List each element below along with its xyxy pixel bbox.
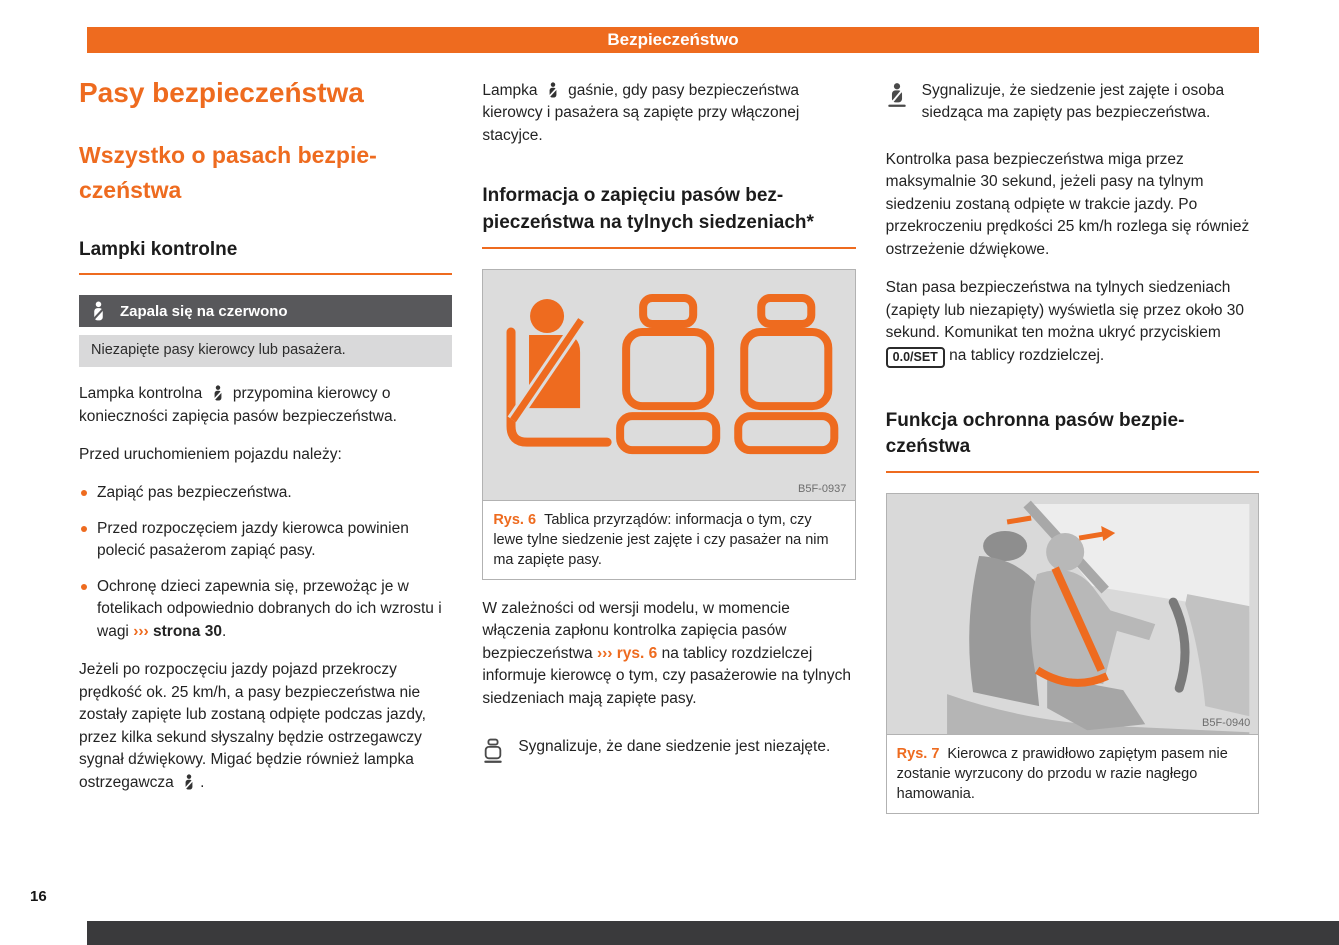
warning-banner-light <box>79 335 452 367</box>
figure-6 <box>482 269 855 580</box>
page-title: Pasy bezpieczeństwa <box>79 77 364 108</box>
list-item: Przed rozpoczęciem jazdy kierowca powinien polecić pasażerom zapiąć pasy. <box>79 518 452 563</box>
figure-6-image <box>483 270 854 501</box>
figure-7 <box>886 493 1259 814</box>
cross-ref-figure-6: rys. 6 <box>616 644 658 662</box>
figure-7-code: B5F-0940 <box>1201 717 1250 730</box>
paragraph-rear-belt-blinking: Kontrolka pasa bezpieczeństwa miga przez maksymalnie 30 sekund, jeżeli pasy na tylnym siedzeniu zostaną odpięte w trakcie jazdy. Po przekroczeniu prędkości 25 km/h rozlega się również ostrzeżenie dźwiękowe. <box>885 150 1250 258</box>
seatbelt-warning-icon <box>183 774 195 790</box>
legend-item-seat-occupied <box>886 80 1259 125</box>
section-header-rear-belt-info: Informacja o zapięciu pasów bezpieczeństwa na tylnych siedzeniach* <box>482 183 855 248</box>
seat-occupied-belted-icon <box>886 82 908 108</box>
warning-banner-dark-text: Zapala się na czerwono <box>120 302 288 320</box>
column-middle <box>482 60 855 832</box>
seatbelt-warning-icon <box>547 82 559 98</box>
legend-item-seat-unoccupied <box>482 736 855 764</box>
legend-item-text: Sygnalizuje, że dane siedzenie jest niezajęte. <box>518 738 831 756</box>
paragraph-rear-belt-indicator: W zależności od wersji modelu, w momencie włączenia zapłonu kontrolka zapięcia pasów bezpieczeństwa ››› rys. 6 na tablicy rozdzielczej informuje kierowcę o tym, czy pasażerowie na tylnych siedzeniach mają zapięte pasy. <box>482 599 852 707</box>
chapter-title: Bezpieczeństwo <box>607 30 739 49</box>
footer-bar <box>87 921 1339 945</box>
legend-item-text: Sygnalizuje, że siedzenie jest zajęte i osoba siedząca ma zapięty pas bezpieczeństwa. <box>921 82 1225 122</box>
cross-ref-page: strona 30 <box>153 622 222 640</box>
chapter-header-bar <box>87 27 1259 53</box>
seatbelt-warning-icon <box>212 385 224 401</box>
column-left <box>79 60 452 832</box>
warning-banner-light-text: Niezapięte pasy kierowcy lub pasażera. <box>91 342 346 359</box>
figure-7-image <box>887 494 1258 735</box>
paragraph-lamp-off: Lampka gaśnie, gdy pasy bezpieczeństwa kierowcy i pasażera są zapięte przy włączonej stacyjce. <box>482 82 800 144</box>
figure-6-code: B5F-0937 <box>798 482 847 495</box>
list-item: Zapiąć pas bezpieczeństwa. <box>79 482 452 504</box>
seatbelt-warning-icon <box>91 301 106 321</box>
figure-6-label: Rys. 6 <box>493 511 537 528</box>
section-header-lampki-kontrolne: Lampki kontrolne <box>79 237 452 276</box>
figure-6-caption: Rys. 6 Tablica przyrządów: informacja o tym, czy lewe tylne siedzenie jest zajęte i czy pasażer na nim ma zapięte pasy. <box>483 501 854 579</box>
list-item: Ochronę dzieci zapewnia się, przewożąc je w fotelikach odpowiednio dobranych do ich wzrostu i wagi ››› strona 30. <box>79 576 452 643</box>
section-header-protective-function: Funkcja ochronna pasów bezpieczeństwa <box>886 408 1259 473</box>
page-content <box>79 60 1259 832</box>
chapter-subtitle: Wszystko o pasach bezpieczeństwa <box>79 141 377 204</box>
paragraph-speed-warning: Jeżeli po rozpoczęciu jazdy pojazd przekroczy prędkość ok. 25 km/h, a pasy bezpieczeństwa nie zostały zapięte lub zostaną odpięte podczas jazdy, przez kilka sekund słyszalny będzie ostrzegawczy sygnał dźwiękowy. Migać będzie również lampka ostrzegawcza . <box>79 661 426 791</box>
paragraph-indicator-lamp: Lampka kontrolna przypomina kierowcy o konieczności zapięcia pasów bezpieczeństwa. <box>79 385 397 425</box>
cross-ref-arrows: ››› <box>133 622 149 640</box>
seat-unoccupied-icon <box>482 738 504 764</box>
column-right <box>886 60 1259 832</box>
page-number: 16 <box>30 888 47 905</box>
figure-6-illustration <box>483 270 854 500</box>
paragraph-rear-belt-status: Stan pasa bezpieczeństwa na tylnych siedzeniach (zapięty lub niezapięty) wyświetla się przez około 30 sekund. Komunikat ten można ukryć przyciskiem 0.0/SET na tablicy rozdzielczej. <box>886 277 1259 367</box>
figure-7-illustration <box>887 494 1258 734</box>
warning-banner-dark <box>79 295 452 327</box>
figure-7-caption: Rys. 7 Kierowca z prawidłowo zapiętym pasem nie zostanie wyrzucony do przodu w razie nagłego hamowania. <box>887 735 1258 813</box>
set-button: 0.0/SET <box>886 347 945 368</box>
figure-7-label: Rys. 7 <box>896 746 940 763</box>
paragraph-before-start: Przed uruchomieniem pojazdu należy: <box>79 445 342 463</box>
cross-ref-arrows: ››› <box>596 644 613 662</box>
bullet-list <box>79 482 452 643</box>
